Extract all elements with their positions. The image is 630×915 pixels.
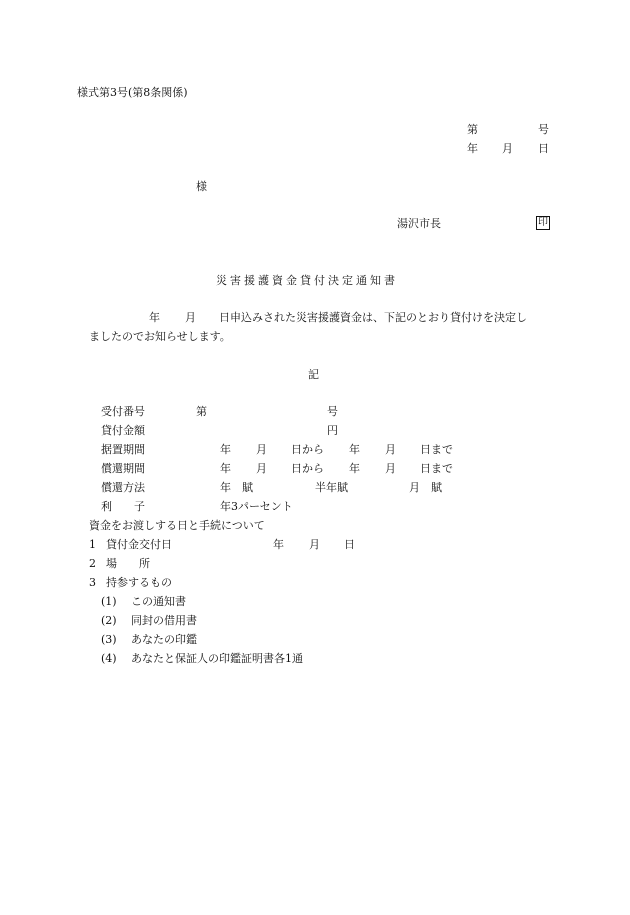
handover-item1-year: 年 [273, 538, 284, 551]
amount-unit: 円 [327, 424, 338, 437]
amount-label: 貸付金額 [101, 424, 145, 437]
handover-heading: 資金をお渡しする日と手続について [89, 519, 265, 532]
repayment-to-year: 年 [349, 462, 360, 475]
document-title: 災害援護資金貸付決定通知書 [216, 274, 398, 287]
deferment-to-year: 年 [349, 443, 360, 456]
sub-item-num: (3) [101, 633, 117, 646]
method-monthly: 月 賦 [409, 481, 442, 494]
sub-item-num: (1) [101, 595, 117, 608]
body-line-1: 日申込みされた災害援護資金は、下記のとおり貸付けを決定し [219, 311, 527, 324]
sub-item-text: 同封の借用書 [131, 614, 197, 627]
deferment-until: 日まで [420, 443, 453, 456]
date-year: 年 [467, 142, 478, 155]
seal-mark: 印 [538, 217, 548, 228]
sub-item-num: (4) [101, 652, 117, 665]
repayment-from: 日から [291, 462, 324, 475]
apply-year: 年 [149, 311, 160, 324]
method-label: 償還方法 [101, 481, 145, 494]
form-label: 様式第3号(第8条関係) [77, 86, 188, 99]
receipt-prefix: 第 [196, 405, 207, 418]
deferment-label: 据置期間 [101, 443, 145, 456]
number-suffix: 号 [538, 123, 549, 136]
ki-mark: 記 [308, 368, 319, 381]
deferment-to-month: 月 [385, 443, 396, 456]
sub-item-text: あなたと保証人の印鑑証明書各1通 [131, 652, 303, 665]
sub-item-num: (2) [101, 614, 117, 627]
handover-item3-label: 持参するもの [106, 576, 172, 589]
handover-item3-num: 3 [89, 576, 96, 589]
repayment-from-year: 年 [220, 462, 231, 475]
deferment-from: 日から [291, 443, 324, 456]
number-prefix: 第 [467, 123, 478, 136]
handover-item1-day: 日 [344, 538, 355, 551]
handover-item1-num: 1 [89, 538, 96, 551]
repayment-to-month: 月 [385, 462, 396, 475]
deferment-from-year: 年 [220, 443, 231, 456]
handover-item2-num: 2 [89, 557, 96, 570]
handover-item1-month: 月 [309, 538, 320, 551]
date-day: 日 [538, 142, 549, 155]
addressee-honorific: 様 [196, 180, 207, 193]
date-month: 月 [502, 142, 513, 155]
interest-value: 年3パーセント [220, 500, 293, 513]
handover-item1-label: 貸付金交付日 [106, 538, 172, 551]
method-annual: 年 賦 [220, 481, 253, 494]
repayment-label: 償還期間 [101, 462, 145, 475]
sub-item-text: この通知書 [131, 595, 186, 608]
deferment-from-month: 月 [256, 443, 267, 456]
issuer: 湯沢市長 [397, 217, 441, 230]
handover-item2-label: 場 所 [106, 557, 150, 570]
interest-label: 利 子 [101, 500, 145, 513]
body-line-2: ましたのでお知らせします。 [89, 330, 231, 343]
sub-item-text: あなたの印鑑 [131, 633, 197, 646]
repayment-until: 日まで [420, 462, 453, 475]
receipt-suffix: 号 [327, 405, 338, 418]
apply-month: 月 [185, 311, 196, 324]
method-semiannual: 半年賦 [315, 481, 348, 494]
receipt-label: 受付番号 [101, 405, 145, 418]
repayment-from-month: 月 [256, 462, 267, 475]
